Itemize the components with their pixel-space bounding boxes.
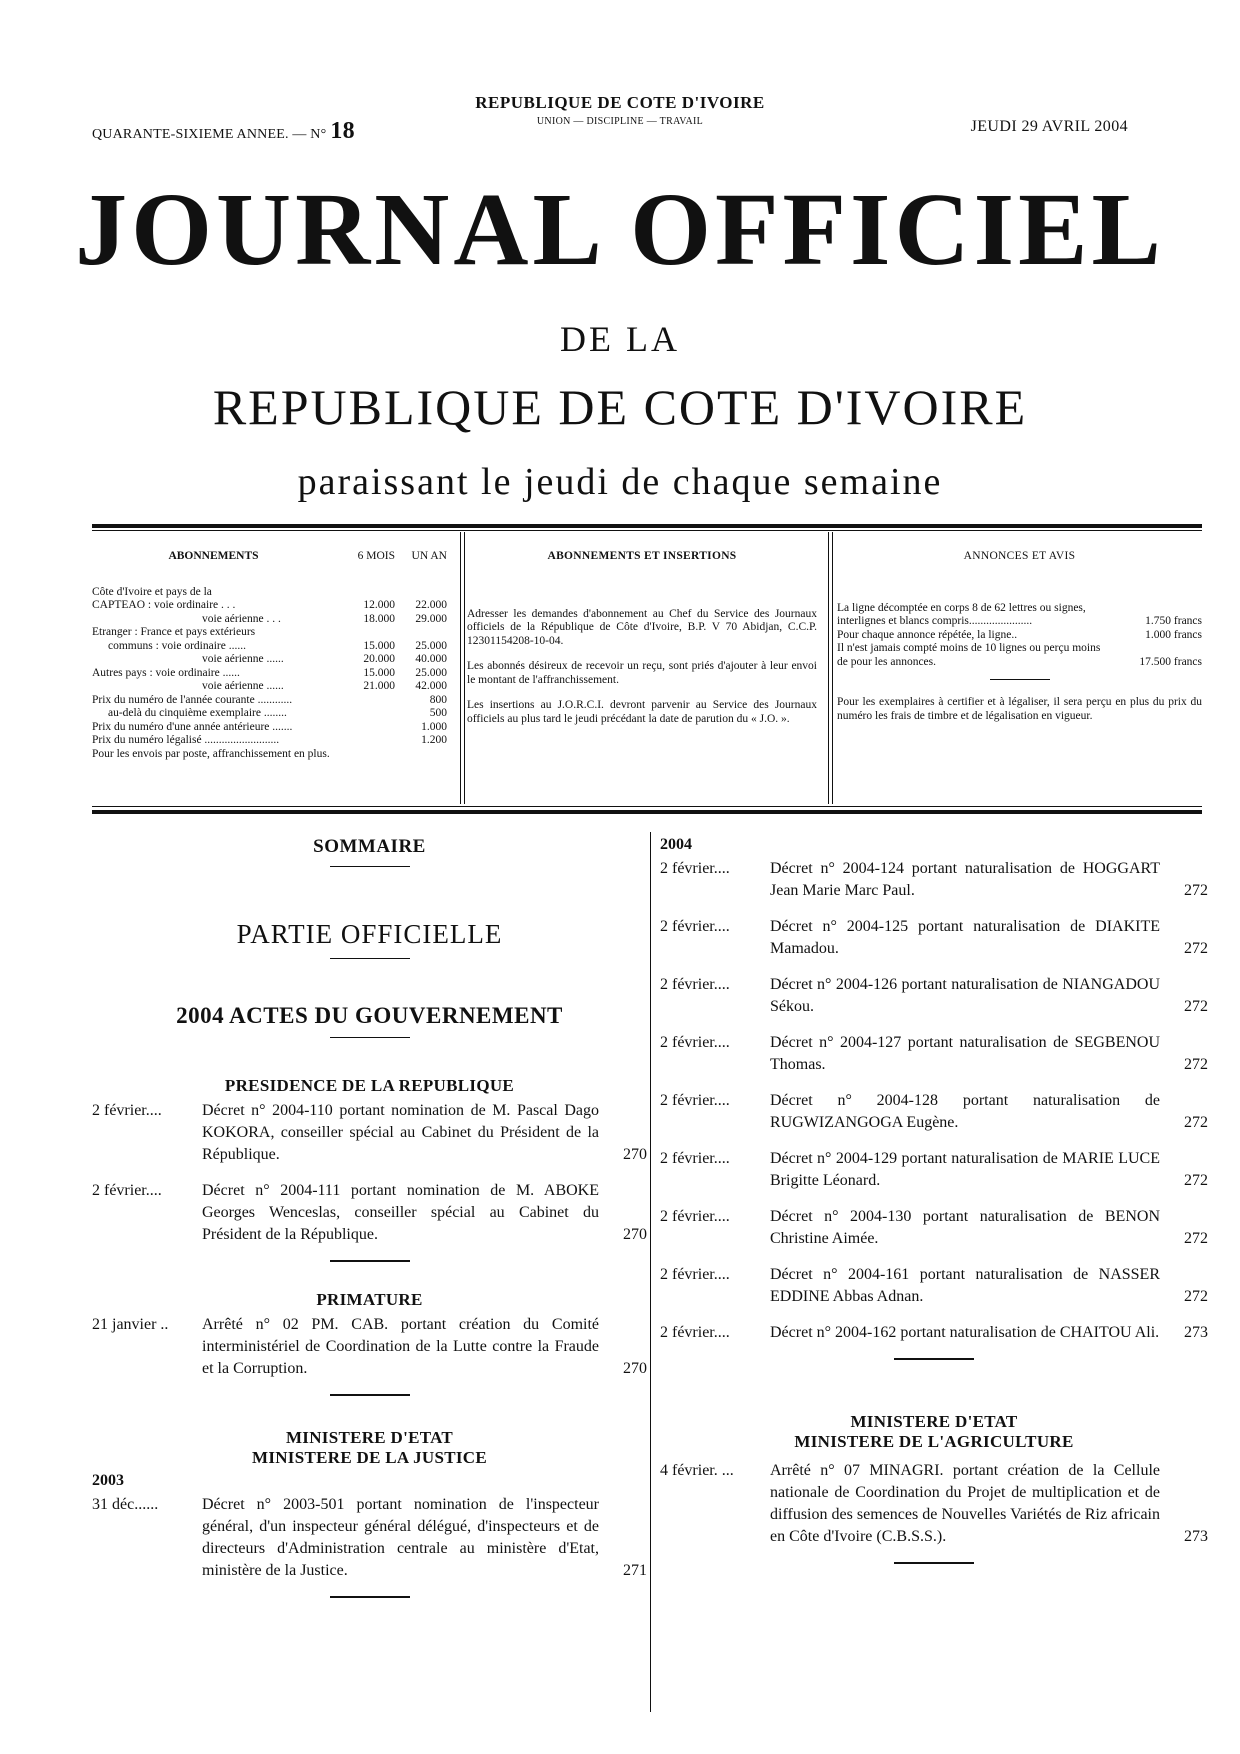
- abonnement-un-an: 500: [429, 707, 447, 719]
- entry-page: 272: [1184, 1172, 1208, 1189]
- entry-page: 270: [623, 1146, 647, 1163]
- sommaire-entry: [660, 858, 1208, 902]
- entry-page: 272: [1184, 1114, 1208, 1131]
- separator: [894, 1562, 974, 1564]
- abonnement-row: [92, 626, 447, 640]
- annonce-rate-row: [837, 602, 1202, 629]
- national-motto: UNION — DISCIPLINE — TRAVAIL: [536, 116, 704, 127]
- abonnement-row: [92, 653, 447, 667]
- abonnement-6mois: 18.000: [363, 612, 395, 625]
- entry-page: 272: [1184, 1230, 1208, 1247]
- sommaire-entry: [92, 1314, 647, 1380]
- abonnement-row: [92, 707, 447, 721]
- column-divider: [650, 832, 651, 1712]
- abonnement-un-an: [395, 586, 447, 600]
- entry-page: 272: [1184, 1288, 1208, 1305]
- primature-entries: [92, 1314, 647, 1380]
- annonces-separator: [990, 679, 1050, 680]
- entry-text: Décret n° 2004-111 portant nomination de M. ABOKE Georges Wenceslas, conseiller spécial au Cabinet du Président de la République.: [202, 1182, 599, 1243]
- entry-text: Arrêté n° 07 MINAGRI. portant création de la Cellule nationale de Coordination du Projet de multiplication et de diffusion des semences de Nouvelles Variétés de Riz africain en Côte d'Ivoire (C.B.S.S.).: [770, 1462, 1160, 1545]
- entry-date: 2 février....: [660, 1324, 730, 1341]
- annonce-rate-text: La ligne décomptée en corps 8 de 62 lettres ou signes, interlignes et blancs compris......................: [837, 601, 1086, 627]
- separator: [894, 1358, 974, 1360]
- abonnement-un-an: 1.200: [421, 734, 447, 746]
- abonnement-6mois: [343, 586, 395, 600]
- abonnement-6mois: [343, 707, 395, 721]
- abonnement-un-an: 1.000: [421, 720, 447, 733]
- entry-page: 270: [623, 1226, 647, 1243]
- abonnement-row: [92, 748, 447, 762]
- annonce-rate-row: [837, 629, 1202, 643]
- abonnement-un-an: 40.000: [415, 653, 447, 665]
- presidence-heading: PRESIDENCE DE LA REPUBLIQUE: [224, 1076, 515, 1095]
- partie-officielle-heading: PARTIE OFFICIELLE: [236, 919, 503, 949]
- entry-text: Décret n° 2004-110 portant nomination de M. Pascal Dago KOKORA, conseiller spécial au Cabinet du Président de la République.: [202, 1102, 599, 1163]
- agriculture-entries: [660, 1460, 1208, 1548]
- abonnement-label: voie aérienne . . .: [202, 612, 281, 625]
- annonces-column: [837, 532, 1202, 804]
- annonce-rate-price: 1.000 francs: [1145, 628, 1202, 641]
- separator: [330, 1596, 410, 1598]
- abonnements-table: [92, 586, 447, 762]
- separator: [330, 1260, 410, 1262]
- sommaire-entry: [660, 1090, 1208, 1134]
- abonnement-un-an: 22.000: [415, 599, 447, 611]
- top-rule: [92, 524, 1202, 528]
- abonnement-6mois: 15.000: [363, 666, 395, 679]
- justice-entries: [92, 1494, 647, 1582]
- entry-page: 272: [1184, 1056, 1208, 1073]
- primature-heading: PRIMATURE: [316, 1290, 423, 1309]
- col-un-an: UN AN: [411, 550, 447, 562]
- annonce-rate-price: 17.500 francs: [1139, 655, 1202, 668]
- abonnement-label: Prix du numéro légalisé ..........................: [92, 734, 280, 746]
- abonnement-6mois: 15.000: [363, 639, 395, 652]
- entry-date: 21 janvier ..: [92, 1316, 169, 1333]
- entry-text: Décret n° 2004-126 portant naturalisation de NIANGADOU Sékou.: [770, 976, 1160, 1015]
- sommaire-left-column: [92, 836, 647, 1606]
- entry-date: 2 février....: [660, 1092, 730, 1109]
- annonces-heading: ANNONCES ET AVIS: [963, 550, 1076, 562]
- justice-year: 2003: [92, 1472, 124, 1489]
- entry-page: 273: [1184, 1324, 1208, 1341]
- republic-name: REPUBLIQUE DE COTE D'IVOIRE: [475, 93, 765, 112]
- annonces-rates: [837, 602, 1202, 670]
- sommaire-right-column: [660, 836, 1208, 1572]
- bottom-rule-thin: [92, 806, 1202, 807]
- separator: [330, 1037, 410, 1038]
- abonnement-un-an: 25.000: [415, 639, 447, 652]
- entry-date: 4 février. ...: [660, 1462, 734, 1479]
- col-6mois: 6 MOIS: [357, 550, 395, 562]
- abonnement-row: [92, 599, 447, 613]
- annonce-rate-price: 1.750 francs: [1145, 615, 1202, 627]
- abonnement-label: communs : voie ordinaire ......: [108, 639, 246, 652]
- abonnement-un-an: 800: [429, 693, 447, 706]
- abonnement-6mois: [343, 626, 395, 640]
- abonnement-un-an: 25.000: [415, 666, 447, 679]
- abonnement-6mois: 21.000: [363, 680, 395, 692]
- insertions-deadline: Les insertions au J.O.R.C.I. devront parvenir au Service des Journaux officiels au plus tard le jeudi précédant la date de parution du « J.O. ».: [467, 699, 817, 725]
- entry-date: 2 février....: [92, 1102, 162, 1119]
- entry-text: Décret n° 2004-124 portant naturalisation de HOGGART Jean Marie Marc Paul.: [770, 860, 1160, 899]
- abonnements-heading: ABONNEMENTS: [168, 550, 259, 562]
- actes-heading: 2004 ACTES DU GOUVERNEMENT: [176, 1003, 563, 1028]
- abonnement-un-an: [395, 748, 447, 762]
- annonce-rate-text: Pour chaque annonce répétée, la ligne..: [837, 628, 1018, 641]
- entry-text: Décret n° 2004-161 portant naturalisation de NASSER EDDINE Abbas Adnan.: [770, 1266, 1160, 1305]
- entry-page: 272: [1184, 882, 1208, 899]
- entry-date: 2 février....: [660, 1266, 730, 1283]
- abonnement-row: [92, 680, 447, 694]
- abonnement-6mois: [343, 721, 395, 735]
- issue-date: JEUDI 29 AVRIL 2004: [970, 118, 1128, 135]
- entry-page: 271: [623, 1562, 647, 1579]
- entry-date: 2 février....: [660, 918, 730, 935]
- sommaire-entry: [660, 1032, 1208, 1076]
- separator: [330, 866, 410, 867]
- naturalisation-year: 2004: [660, 836, 692, 853]
- entry-page: 270: [623, 1360, 647, 1377]
- sommaire-entry: [660, 1206, 1208, 1250]
- agriculture-heading-2: MINISTERE DE L'AGRICULTURE: [794, 1432, 1074, 1451]
- entry-date: 2 février....: [660, 860, 730, 877]
- sommaire-entry: [660, 974, 1208, 1018]
- presidence-entries: [92, 1100, 647, 1246]
- abonnement-label: Pour les envois par poste, affranchissement en plus.: [92, 747, 330, 760]
- abonnement-row: [92, 694, 447, 708]
- sommaire-entry: [660, 916, 1208, 960]
- separator: [330, 1394, 410, 1396]
- abonnement-row: [92, 613, 447, 627]
- abonnement-un-an: [395, 626, 447, 640]
- agriculture-heading-1: MINISTERE D'ETAT: [850, 1412, 1018, 1431]
- year-label: QUARANTE-SIXIEME ANNEE. — N°: [92, 127, 327, 142]
- abonnements-column: [92, 532, 447, 804]
- entry-date: 2 février....: [92, 1182, 162, 1199]
- abonnement-un-an: 42.000: [415, 680, 447, 692]
- entry-page: 273: [1184, 1528, 1208, 1545]
- abonnement-label: CAPTEAO : voie ordinaire . . .: [92, 599, 236, 611]
- abonnement-row: [92, 586, 447, 600]
- issue-line: [92, 118, 355, 145]
- entry-text: Décret n° 2004-162 portant naturalisation de CHAITOU Ali.: [770, 1324, 1160, 1341]
- abonnement-6mois: [343, 748, 395, 762]
- entry-date: 2 février....: [660, 1150, 730, 1167]
- publication-frequency: paraissant le jeudi de chaque semaine: [297, 461, 943, 503]
- entry-text: Décret n° 2003-501 portant nomination de l'inspecteur général, d'un inspecteur général délégué, d'inspecteurs et de directeurs d'Administration centrale au ministère d'Etat, ministère de la Justice.: [202, 1496, 599, 1579]
- abonnement-un-an: 29.000: [415, 612, 447, 625]
- entry-page: 272: [1184, 940, 1208, 957]
- justice-heading-1: MINISTERE D'ETAT: [285, 1428, 454, 1447]
- sommaire-entry: [92, 1180, 647, 1246]
- abonnement-label: Côte d'Ivoire et pays de la: [92, 585, 212, 598]
- bottom-rule: [92, 810, 1202, 814]
- annonces-note: Pour les exemplaires à certifier et à légaliser, il sera perçu en plus du prix du numéro les frais de timbre et de légalisation en vigueur.: [837, 696, 1202, 722]
- separator: [330, 958, 410, 959]
- entry-text: Décret n° 2004-127 portant naturalisation de SEGBENOU Thomas.: [770, 1034, 1160, 1073]
- annonce-rate-row: [837, 642, 1202, 669]
- entry-text: Décret n° 2004-125 portant naturalisation de DIAKITE Mamadou.: [770, 918, 1160, 957]
- entry-text: Arrêté n° 02 PM. CAB. portant création du Comité interministériel de Coordination de la Lutte contre la Fraude et la Corruption.: [202, 1316, 599, 1377]
- entry-date: 2 février....: [660, 976, 730, 993]
- top-rule-thin: [92, 530, 1202, 531]
- sommaire-heading: SOMMAIRE: [313, 836, 426, 857]
- abonnement-6mois: 20.000: [363, 653, 395, 665]
- abonnement-row: [92, 667, 447, 681]
- insertions-column: [467, 532, 817, 804]
- sommaire-entry: [92, 1494, 647, 1582]
- abonnement-6mois: [343, 694, 395, 708]
- sommaire-entry: [660, 1148, 1208, 1192]
- abonnement-6mois: [343, 734, 395, 748]
- entry-text: Décret n° 2004-130 portant naturalisation de BENON Christine Aimée.: [770, 1208, 1160, 1247]
- subscription-box: [92, 532, 1202, 804]
- abonnement-label: Etranger : France et pays extérieurs: [92, 626, 256, 638]
- annonce-rate-text: Il n'est jamais compté moins de 10 lignes ou perçu moins de pour les annonces.: [837, 642, 1101, 668]
- abonnement-label: Autres pays : voie ordinaire ......: [92, 666, 240, 679]
- abonnement-label: Prix du numéro de l'année courante ............: [92, 693, 293, 706]
- title-republic: REPUBLIQUE DE COTE D'IVOIRE: [212, 379, 1028, 435]
- insertions-address: Adresser les demandes d'abonnement au Chef du Service des Journaux officiels de la République de Côte d'Ivoire, B.P. V 70 Abidjan, C.C.P. 12301154208-10-04.: [467, 607, 817, 647]
- entry-date: 2 février....: [660, 1208, 730, 1225]
- sommaire-entry: [660, 1264, 1208, 1308]
- abonnement-6mois: 12.000: [363, 599, 395, 611]
- insertions-heading: ABONNEMENTS ET INSERTIONS: [547, 550, 737, 562]
- sommaire-entry: [660, 1322, 1208, 1344]
- republic-header: [420, 93, 820, 127]
- abonnement-row: [92, 721, 447, 735]
- abonnement-label: Prix du numéro d'une année antérieure .......: [92, 720, 293, 733]
- naturalisation-entries: [660, 858, 1208, 1344]
- abonnement-row: [92, 640, 447, 654]
- entry-date: 31 déc......: [92, 1496, 159, 1513]
- issue-number: 18: [330, 118, 355, 144]
- sommaire-entry: [660, 1460, 1208, 1548]
- abonnement-label: voie aérienne ......: [202, 653, 284, 665]
- entry-page: 272: [1184, 998, 1208, 1015]
- abonnement-label: au-delà du cinquième exemplaire ........: [108, 707, 287, 719]
- insertions-receipt: Les abonnés désireux de recevoir un reçu, sont priés d'ajouter à leur envoi le montant de l'affranchissement.: [467, 660, 817, 686]
- journal-title: JOURNAL OFFICIEL: [75, 172, 1165, 287]
- entry-text: Décret n° 2004-129 portant naturalisation de MARIE LUCE Brigitte Léonard.: [770, 1150, 1160, 1189]
- entry-text: Décret n° 2004-128 portant naturalisation de RUGWIZANGOGA Eugène.: [770, 1092, 1160, 1131]
- entry-date: 2 février....: [660, 1034, 730, 1051]
- abonnement-label: voie aérienne ......: [202, 680, 284, 692]
- sommaire-entry: [92, 1100, 647, 1166]
- abonnement-row: [92, 734, 447, 748]
- justice-heading-2: MINISTERE DE LA JUSTICE: [251, 1448, 488, 1467]
- title-de-la: DE LA: [560, 319, 680, 359]
